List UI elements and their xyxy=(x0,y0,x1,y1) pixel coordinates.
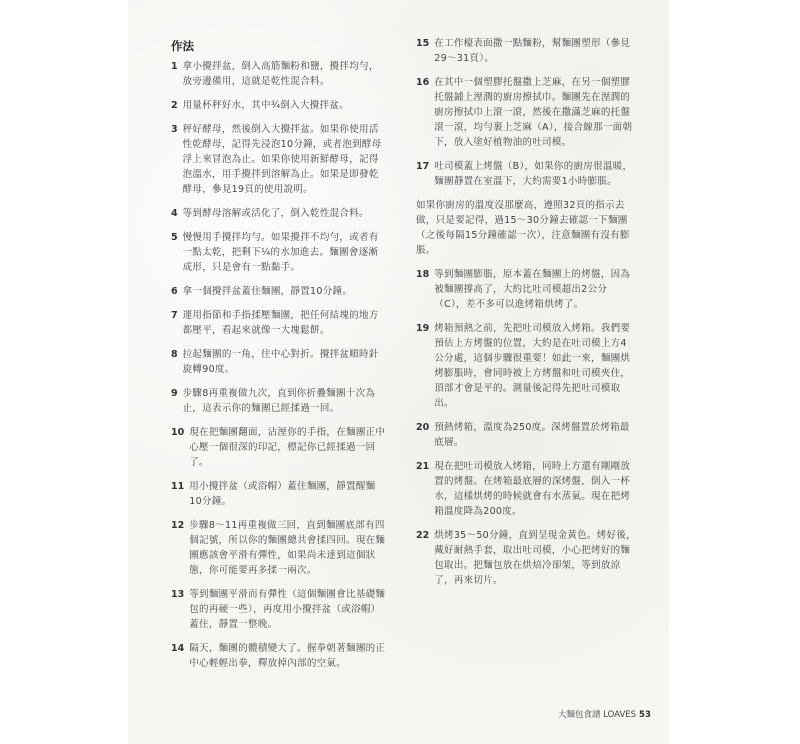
book-page xyxy=(128,0,669,744)
step-number: 5 xyxy=(171,232,178,243)
steps-list-right-bottom xyxy=(416,267,636,588)
step-number: 21 xyxy=(416,461,430,472)
step-text: 等到麵團膨脹，原本蓋在麵團上的烤盤，因為被麵團撐高了，大約比吐司模超出2公分（C），差不多可以進烤箱烘烤了。 xyxy=(434,269,631,310)
step-item xyxy=(416,528,636,588)
step-item xyxy=(171,284,386,299)
step-text: 在其中一個塑膠托盤撒上芝麻，在另一個塑膠托盤鋪上溼潤的廚房擦拭巾。麵團先在溼潤的廚房擦拭巾上滾一滾，然後在撒滿芝麻的托盤滾一滾，均勻裹上芝麻（A），接合線那一面朝下，放入塗好植物油的吐司模。 xyxy=(434,77,633,148)
step-number: 20 xyxy=(416,422,430,433)
step-text: 拿一個攪拌盆蓋住麵團，靜置10分鐘。 xyxy=(182,286,353,297)
step-text: 在工作檯表面撒一點麵粉，幫麵團塑形（參見29～31頁）。 xyxy=(434,38,631,64)
steps-list-right-top xyxy=(416,36,636,189)
step-number: 18 xyxy=(416,269,430,280)
steps-list-left xyxy=(171,59,386,671)
step-item xyxy=(171,59,386,89)
step-text: 現在把麵團翻面，沾溼你的手指，在麵團正中心壓一個很深的印記，標記你已經揉過一回了。 xyxy=(189,427,386,468)
step-number: 8 xyxy=(171,349,178,360)
step-text: 步驟8～11再重複做三回，直到麵團底部有四個記號，所以你的麵團總共會揉四回。現在麵團應該會平滑有彈性，如果尚未達到這個狀態，你可能要再多揉一兩次。 xyxy=(189,520,386,576)
step-text: 慢慢用手攪拌均勻。如果攪拌不均勻，或者有一點太乾，把剩下¼的水加進去。麵團會逐漸成形，只是會有一點黏手。 xyxy=(182,232,379,273)
step-number: 10 xyxy=(171,427,185,438)
step-number: 14 xyxy=(171,643,185,654)
step-text: 拿小攪拌盆，倒入高筋麵粉和鹽，攪拌均勻，放旁邊備用，這就是乾性混合料。 xyxy=(182,61,379,87)
step-text: 秤好酵母，然後倒入大攪拌盆。如果你使用活性乾酵母，記得先浸泡10分鐘，或者泡到酵母浮上來冒泡為止。如果你使用新鮮酵母，記得泡溫水，用手攪拌到溶解為止。如果是即發乾酵母，參見19頁的使用說明。 xyxy=(182,124,382,195)
step-item xyxy=(171,587,386,632)
step-item xyxy=(171,386,386,416)
step-item xyxy=(171,206,386,221)
step-number: 12 xyxy=(171,520,185,531)
step-text: 運用指節和手指揉壓麵團，把任何結塊的地方都壓平，看起來就像一大塊鬆餅。 xyxy=(182,310,379,336)
section-heading: 作法 xyxy=(171,39,194,53)
step-item xyxy=(416,459,636,519)
step-text: 等到酵母溶解或活化了，倒入乾性混合料。 xyxy=(182,208,369,219)
step-item xyxy=(416,267,636,312)
page-number: 53 xyxy=(639,710,651,720)
step-item xyxy=(171,230,386,275)
page-footer xyxy=(558,708,651,720)
step-text: 等到麵團平滑而有彈性（這個麵團會比基礎麵包的再硬一些），再度用小攪拌盆（或浴帽）蓋住，靜置一整晚。 xyxy=(189,589,386,630)
step-item xyxy=(171,518,386,578)
book-title: 大麵包食譜 LOAVES xyxy=(558,710,637,720)
step-item xyxy=(171,347,386,377)
step-number: 22 xyxy=(416,530,430,541)
step-number: 4 xyxy=(171,208,178,219)
step-number: 9 xyxy=(171,388,178,399)
step-item xyxy=(416,420,636,450)
step-text: 烘烤35～50分鐘，直到呈現金黃色。烤好後，戴好耐熱手套，取出吐司模，小心把烤好的麵包取出。把麵包放在烘焙冷卻架，等到放涼了，再來切片。 xyxy=(434,530,637,586)
step-number: 13 xyxy=(171,589,185,600)
step-text: 隔天，麵團的體積變大了。握拳朝著麵團的正中心輕輕出拳，釋放掉內部的空氣。 xyxy=(189,643,386,669)
step-text: 吐司模蓋上烤盤（B），如果你的廚房很溫暖，麵團靜置在室溫下，大約需要1小時膨脹。 xyxy=(434,161,633,187)
step-item xyxy=(416,321,636,411)
step-number: 17 xyxy=(416,161,430,172)
step-text: 步驟8再重複做九次，直到你折疊麵團十次為止，這表示你的麵團已經揉過一回。 xyxy=(182,388,376,414)
step-text: 預熱烤箱，溫度為250度。深烤盤置於烤箱最底層。 xyxy=(434,422,630,448)
step-text: 現在把吐司模放入烤箱，同時上方還有剛剛放置的烤盤。在烤箱最底層的深烤盤，倒入一杯水，這樣烘烤的時候就會有水蒸氣。現在把烤箱溫度降為200度。 xyxy=(434,461,631,517)
note-paragraph: 如果你廚房的溫度沒那麼高，遵照32頁的指示去做，只是要記得，過15～30分鐘去確認一下麵團（之後每隔15分鐘確認一次），注意麵團有沒有膨脹。 xyxy=(416,200,630,256)
step-item xyxy=(416,75,636,150)
left-column xyxy=(171,38,386,680)
step-number: 19 xyxy=(416,323,430,334)
step-item xyxy=(171,122,386,197)
step-number: 1 xyxy=(171,61,178,72)
step-text: 拉起麵團的一角，往中心對折。攪拌盆順時針旋轉90度。 xyxy=(182,349,379,375)
right-column xyxy=(416,36,636,597)
step-text: 烤箱預熱之前，先把吐司模放入烤箱。我們要預估上方烤盤的位置，大約是在吐司模上方4公分處，這個步驟很重要！如此一來，麵團烘烤膨脹時，會同時被上方烤盤和吐司模夾住，頂部才會是平的。測量後記得先把吐司模取出。 xyxy=(434,323,631,409)
step-item xyxy=(416,36,636,66)
step-number: 16 xyxy=(416,77,430,88)
step-number: 3 xyxy=(171,124,178,135)
step-text: 用小攪拌盆（或浴帽）蓋住麵團，靜置醒麵10分鐘。 xyxy=(189,481,376,507)
step-number: 15 xyxy=(416,38,430,49)
step-item xyxy=(171,641,386,671)
step-item xyxy=(171,479,386,509)
step-number: 2 xyxy=(171,100,178,111)
step-item xyxy=(171,425,386,470)
step-item xyxy=(416,159,636,189)
step-item xyxy=(171,98,386,113)
step-number: 7 xyxy=(171,310,178,321)
step-number: 6 xyxy=(171,286,178,297)
step-item xyxy=(171,308,386,338)
step-number: 11 xyxy=(171,481,185,492)
step-text: 用量杯秤好水，其中¾倒入大攪拌盆。 xyxy=(182,100,349,111)
